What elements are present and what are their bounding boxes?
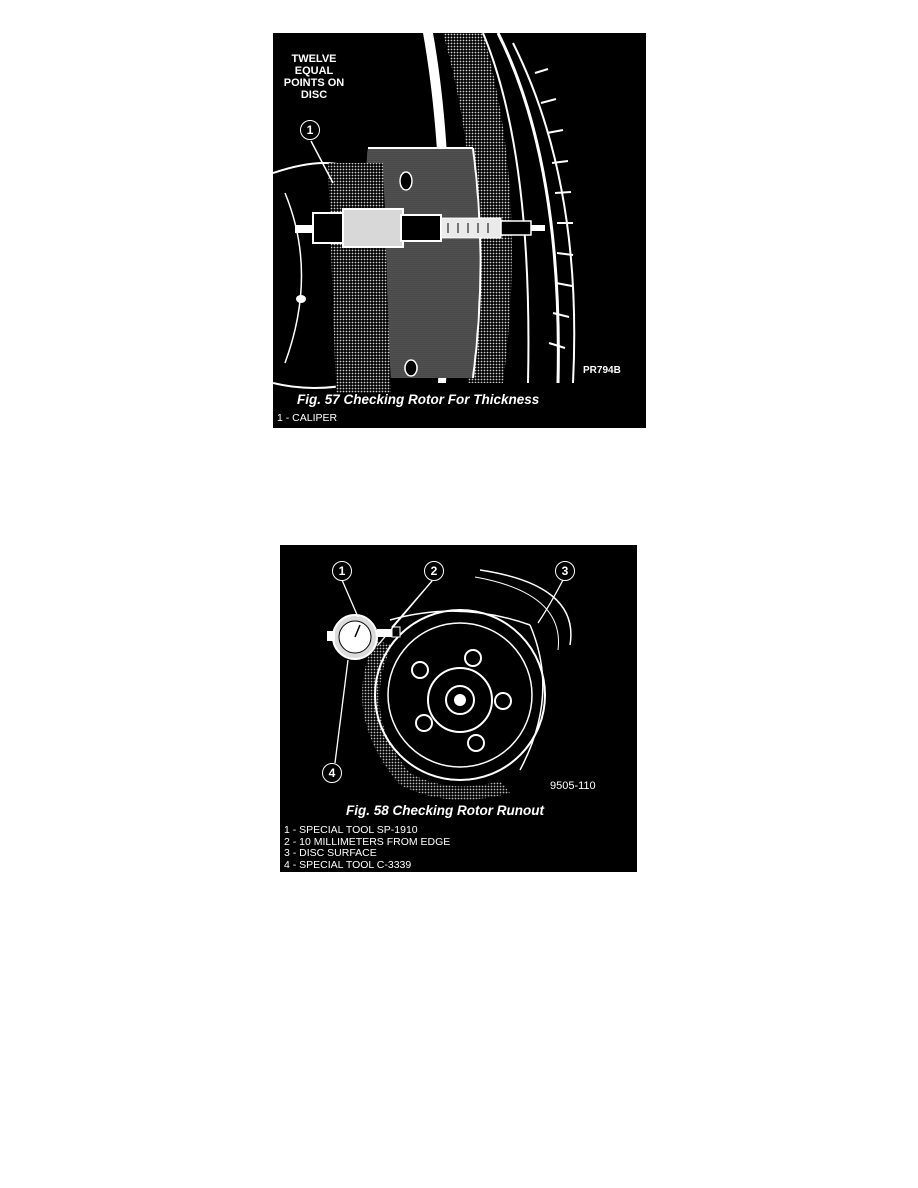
overlay-line: DISC — [300, 89, 328, 101]
overlay-line: POINTS ON — [283, 77, 345, 89]
figure-legend — [277, 413, 337, 425]
callout-3: 3 — [555, 561, 575, 581]
legend-item: 2 - 10 MILLIMETERS FROM EDGE — [284, 835, 451, 848]
twelve-equal-points-label — [279, 53, 349, 101]
overlay-line: EQUAL — [294, 65, 334, 77]
rotor-runout-illustration — [280, 545, 637, 872]
figure-caption: Fig. 57 Checking Rotor For Thickness — [297, 392, 540, 407]
figure-code: PR794B — [583, 365, 621, 376]
figure-58 — [280, 545, 637, 872]
figure-code: 9505-110 — [550, 780, 596, 792]
legend-item: 3 - DISC SURFACE — [284, 847, 377, 859]
legend-item: 1 - CALIPER — [277, 412, 338, 424]
figure-legend — [284, 825, 450, 871]
callout-1: 1 — [300, 120, 320, 140]
legend-item: 1 - SPECIAL TOOL SP-1910 — [284, 824, 418, 836]
figure-caption: Fig. 58 Checking Rotor Runout — [346, 803, 544, 818]
callout-1: 1 — [332, 561, 352, 581]
overlay-line: TWELVE — [291, 53, 337, 65]
legend-item: 4 - SPECIAL TOOL C-3339 — [284, 858, 412, 871]
callout-4: 4 — [322, 763, 342, 783]
figure-57 — [273, 33, 646, 428]
callout-2: 2 — [424, 561, 444, 581]
